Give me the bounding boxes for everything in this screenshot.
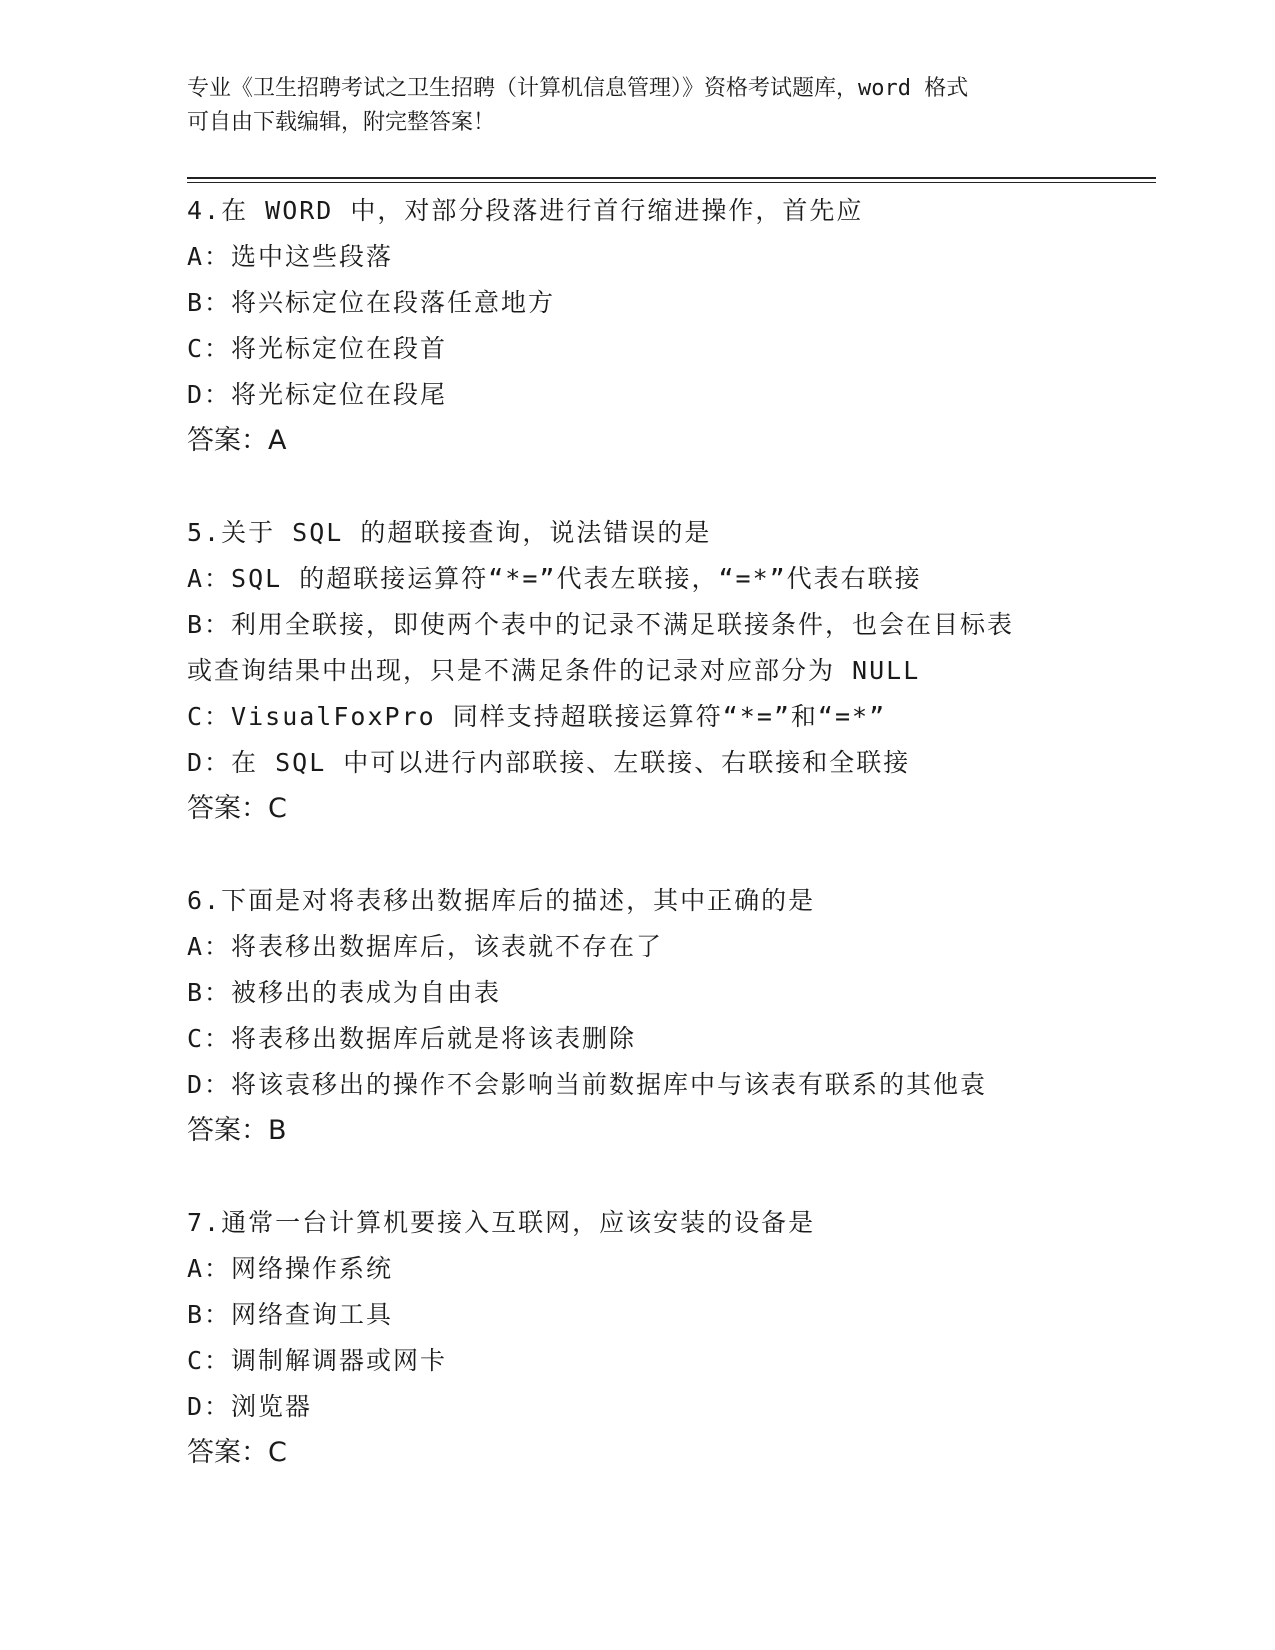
option-d: D：将光标定位在段尾 [187, 380, 448, 409]
header-divider-thin [187, 182, 1156, 183]
question-block [187, 188, 1087, 464]
question-list [187, 188, 1087, 1522]
question-stem: 4.在 WORD 中，对部分段落进行首行缩进操作，首先应 [187, 196, 864, 225]
question-block [187, 1200, 1087, 1476]
question-block [187, 878, 1087, 1154]
answer-line: 答案：B [187, 1115, 287, 1146]
option-c: C：调制解调器或网卡 [187, 1346, 448, 1375]
header-divider-thick [187, 177, 1156, 179]
option-b: B：利用全联接，即使两个表中的记录不满足联接条件，也会在目标表 [187, 610, 1015, 639]
option-c: C：将光标定位在段首 [187, 334, 448, 363]
option-a: A：网络操作系统 [187, 1254, 394, 1283]
question-stem: 6.下面是对将表移出数据库后的描述，其中正确的是 [187, 886, 816, 915]
option-c: C：将表移出数据库后就是将该表删除 [187, 1024, 637, 1053]
option-d: D：在 SQL 中可以进行内部联接、左联接、右联接和全联接 [187, 748, 911, 777]
document-header [187, 72, 1087, 140]
header-line-1: 专业《卫生招聘考试之卫生招聘（计算机信息管理）》资格考试题库，word 格式 [187, 76, 969, 101]
option-a: A：SQL 的超联接运算符“*=”代表左联接，“=*”代表右联接 [187, 564, 922, 593]
option-b: B：将兴标定位在段落任意地方 [187, 288, 556, 317]
option-a: A：选中这些段落 [187, 242, 394, 271]
option-d: D：浏览器 [187, 1392, 313, 1421]
option-d: D：将该袁移出的操作不会影响当前数据库中与该表有联系的其他袁 [187, 1070, 988, 1099]
option-a: A：将表移出数据库后，该表就不存在了 [187, 932, 664, 961]
header-line-2: 可自由下载编辑，附完整答案！ [187, 110, 496, 135]
answer-line: 答案：A [187, 425, 287, 456]
option-b: B：网络查询工具 [187, 1300, 394, 1329]
option-b: B：被移出的表成为自由表 [187, 978, 502, 1007]
answer-line: 答案：C [187, 793, 287, 824]
question-stem: 5.关于 SQL 的超联接查询，说法错误的是 [187, 518, 712, 547]
answer-line: 答案：C [187, 1437, 287, 1468]
option-c: C：VisualFoxPro 同样支持超联接运算符“*=”和“=*” [187, 702, 887, 731]
question-stem: 7.通常一台计算机要接入互联网，应该安装的设备是 [187, 1208, 816, 1237]
option-b-continued: 或查询结果中出现，只是不满足条件的记录对应部分为 NULL [187, 656, 921, 685]
question-block [187, 510, 1087, 832]
